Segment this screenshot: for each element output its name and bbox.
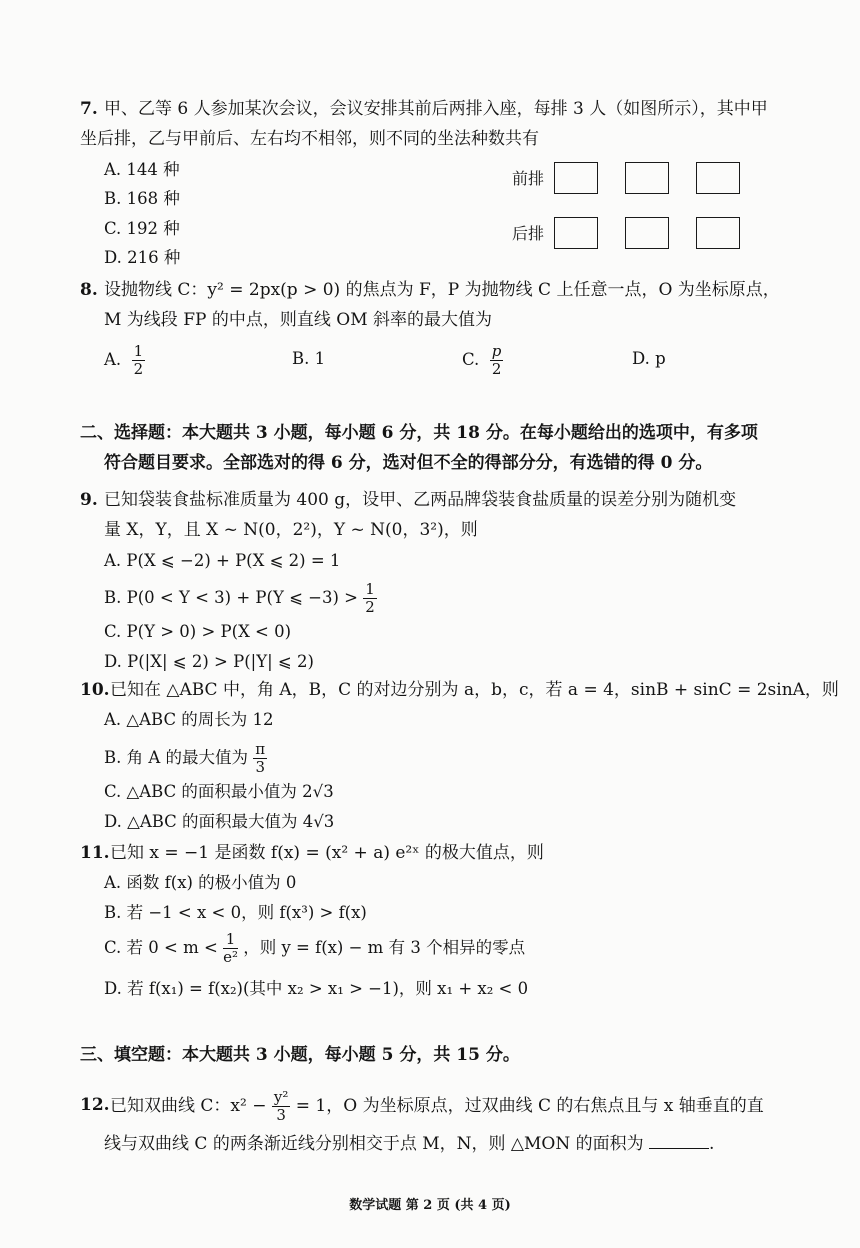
fraction-denominator: 2 <box>133 360 144 378</box>
option-a-label: A. <box>104 350 122 369</box>
question-9-option-a: A. P(X ⩽ −2) + P(X ⩽ 2) = 1 <box>104 551 341 570</box>
question-8-number: 8. <box>80 280 98 300</box>
fraction-denominator: 3 <box>276 1106 286 1124</box>
fraction-denominator: e² <box>223 948 238 966</box>
question-11-option-c <box>104 932 525 965</box>
question-7-option-d: D. 216 种 <box>104 248 181 267</box>
fraction-numerator: π <box>255 740 266 758</box>
stem-line2-text: 线与双曲线 C 的两条渐近线分别相交于点 M，N，则 △MON 的面积为 <box>104 1134 644 1154</box>
question-7-stem-line2: 坐后排，乙与甲前后、左右均不相邻，则不同的坐法种数共有 <box>80 129 539 149</box>
option-c-label: C. <box>462 350 480 369</box>
section-3-heading: 三、填空题：本大题共 3 小题，每小题 5 分，共 15 分。 <box>80 1045 520 1065</box>
question-8-option-b: B. 1 <box>292 349 326 368</box>
question-7-option-b: B. 168 种 <box>104 189 180 208</box>
front-seat-3 <box>696 162 740 194</box>
question-11-stem: 已知 x = −1 是函数 f(x) = (x² + a) e²ˣ 的极大值点，则 <box>110 843 544 863</box>
question-10-number: 10. <box>80 680 110 700</box>
question-9-stem-line2: 量 X，Y，且 X ~ N(0，2²)，Y ~ N(0，3²)，则 <box>104 520 478 540</box>
fraction-numerator: 1 <box>223 932 238 949</box>
answer-blank[interactable] <box>649 1132 709 1149</box>
question-8-option-d: D. p <box>632 349 666 368</box>
question-11-option-a: A. 函数 f(x) 的极小值为 0 <box>104 873 297 892</box>
question-9-number: 9. <box>80 490 98 510</box>
option-b-fraction <box>363 582 377 615</box>
question-12-number: 12. <box>80 1095 110 1115</box>
question-10-option-b <box>104 742 267 775</box>
fraction-numerator: y² <box>273 1088 289 1106</box>
question-10-option-d: D. △ABC 的面积最大值为 4√3 <box>104 812 335 831</box>
option-c-post: ，则 y = f(x) − m 有 3 个相异的零点 <box>243 938 526 957</box>
front-seat-2 <box>625 162 669 194</box>
stem-post: = 1，O 为坐标原点，过双曲线 C 的右焦点且与 x 轴垂直的直 <box>295 1096 764 1116</box>
back-seat-1 <box>554 217 598 249</box>
stem-line2-end: . <box>709 1134 715 1154</box>
fraction-numerator: 1 <box>133 342 144 360</box>
stem-pre: 已知双曲线 C：x² − <box>110 1096 267 1116</box>
fraction-denominator: 3 <box>255 758 265 776</box>
question-12-stem-line1 <box>110 1090 764 1123</box>
question-12-stem-line2 <box>104 1132 714 1156</box>
front-row-label: 前排 <box>512 169 545 188</box>
question-7-option-a: A. 144 种 <box>104 160 180 179</box>
option-c-fraction <box>490 344 504 377</box>
question-11-option-d: D. 若 f(x₁) = f(x₂)(其中 x₂ > x₁ > −1)，则 x₁ + x₂ < 0 <box>104 979 529 998</box>
question-9-option-d: D. P(|X| ⩽ 2) > P(|Y| ⩽ 2) <box>104 652 314 671</box>
option-c-fraction <box>223 932 238 965</box>
question-8-stem-line1: 设抛物线 C：y² = 2px(p > 0) 的焦点为 F，P 为抛物线 C 上任意一点，O 为坐标原点， <box>104 280 780 300</box>
section-2-heading-line2: 符合题目要求。全部选对的得 6 分，选对但不全的得部分分，有选错的得 0 分。 <box>104 453 713 473</box>
back-row-label: 后排 <box>512 224 545 243</box>
front-seat-1 <box>554 162 598 194</box>
back-seat-3 <box>696 217 740 249</box>
question-11-number: 11. <box>80 843 110 863</box>
question-10-stem: 已知在 △ABC 中，角 A，B，C 的对边分别为 a，b，c，若 a = 4，sinB + sinC = 2sinA，则 <box>110 680 839 700</box>
question-8-option-c <box>462 344 503 377</box>
option-a-fraction <box>132 344 146 377</box>
section-2-heading-line1: 二、选择题：本大题共 3 小题，每小题 6 分，共 18 分。在每小题给出的选项中，有多项 <box>80 423 758 443</box>
question-10-option-a: A. △ABC 的周长为 12 <box>104 710 274 729</box>
question-11-option-b: B. 若 −1 < x < 0，则 f(x³) > f(x) <box>104 903 367 922</box>
question-7-stem-line1: 甲、乙等 6 人参加某次会议，会议安排其前后两排入座，每排 3 人（如图所示），其中甲 <box>104 99 768 119</box>
question-8-stem-line2: M 为线段 FP 的中点，则直线 OM 斜率的最大值为 <box>104 310 493 330</box>
question-7-option-c: C. 192 种 <box>104 219 180 238</box>
fraction-numerator: 1 <box>365 580 375 598</box>
option-b-fraction <box>253 742 267 775</box>
page-footer: 数学试题 第 2 页 (共 4 页) <box>349 1198 511 1213</box>
fraction-denominator: 2 <box>491 360 502 378</box>
question-8-option-a <box>104 344 145 377</box>
question-10-option-c: C. △ABC 的面积最小值为 2√3 <box>104 782 334 801</box>
stem-fraction <box>272 1090 291 1123</box>
back-seat-2 <box>625 217 669 249</box>
option-c-pre: C. 若 0 < m < <box>104 938 218 957</box>
question-9-option-b <box>104 582 377 615</box>
question-9-stem-line1: 已知袋装食盐标准质量为 400 g，设甲、乙两品牌袋装食盐质量的误差分别为随机变 <box>104 490 737 510</box>
fraction-denominator: 2 <box>365 598 375 616</box>
question-9-option-c: C. P(Y > 0) > P(X < 0) <box>104 622 292 641</box>
fraction-numerator: p <box>491 342 502 360</box>
option-b-text: B. 角 A 的最大值为 <box>104 748 249 767</box>
question-7-number: 7. <box>80 99 98 119</box>
option-b-text: B. P(0 < Y < 3) + P(Y ⩽ −3) > <box>104 588 359 607</box>
